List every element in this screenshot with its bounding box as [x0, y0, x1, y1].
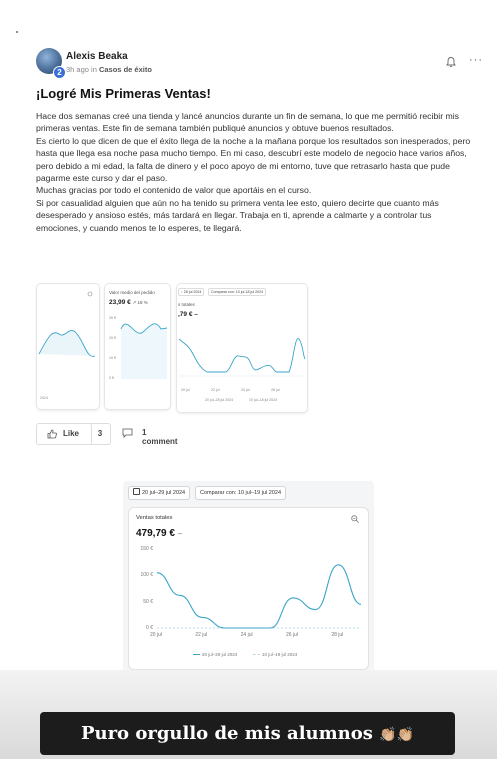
- calendar-icon: [133, 488, 140, 495]
- bell-icon[interactable]: [445, 56, 457, 68]
- like-button[interactable]: [36, 423, 92, 445]
- attachment-thumbnail-3[interactable]: [176, 283, 308, 413]
- level-badge: 2: [53, 66, 66, 79]
- thumbnail-y-tick: 30 €: [109, 316, 116, 320]
- post-body: [36, 110, 476, 234]
- legend-swatch: [193, 654, 200, 655]
- thumbnail-legend: 20 jul–28 jul 2024: [205, 398, 234, 402]
- thumbnail-legend: 10 jul–18 jul 2024: [249, 398, 278, 402]
- thumbnail-x-tick: 2024: [40, 396, 48, 400]
- post-category[interactable]: Casos de éxito: [98, 65, 152, 74]
- comments-link[interactable]: 1 comment: [142, 428, 178, 446]
- post-meta: [66, 65, 152, 74]
- chart-title: Ventas totales: [136, 515, 173, 521]
- post-paragraph: Hace dos semanas creé una tienda y lancé anuncios durante un fin de semana, lo que me permitió recibir mis primeras ventas. Este fin de semana también publiqué anuncios y obtuve buenos resultados.: [36, 111, 460, 134]
- thumbnail-x-tick: 26 jul: [271, 388, 280, 392]
- thumbnail-x-tick: 22 jul: [211, 388, 220, 392]
- legend-current: 20 jul–29 jul 2024: [193, 652, 237, 657]
- post-paragraph: Es cierto lo que dicen de que el éxito llega de la noche a la mañana porque los resultados son inesperados, pero hasta que llega esa noche pasa mucho tiempo. En mi caso, descubrí este modelo de negocio hace varios años, pero debido a mi edad, la falta de dinero y el poco apoyo de mi entorno, tuve que retrasarlo hasta que pude pagarme este curso y dar el paso.: [36, 135, 471, 184]
- thumbnail-value: ,79 € –: [178, 311, 198, 318]
- post-time: 3h ago in: [66, 65, 97, 74]
- sales-chart-screenshot: [123, 481, 374, 674]
- like-label: Like: [63, 429, 80, 438]
- clapping-hands-icon: 👏🏼👏🏼: [379, 727, 415, 743]
- author-name[interactable]: Alexis Beaka: [66, 51, 128, 62]
- thumbnail-title: s totales: [178, 302, 195, 307]
- legend-previous: 10 jul–19 jul 2024: [253, 652, 297, 657]
- thumbs-up-icon: [47, 429, 57, 439]
- thumbnail-chart: [37, 284, 99, 409]
- y-tick: 100 €: [140, 572, 153, 579]
- thumbnail-chart: [105, 284, 170, 409]
- date-range-chip[interactable]: 20 jul–29 jul 2024: [128, 486, 190, 500]
- total-sales-value: 479,79 € –: [136, 528, 183, 539]
- compare-chip[interactable]: Comparar con: 10 jul–19 jul 2024: [195, 486, 286, 500]
- thumbnail-title: Valor medio del pedido: [109, 290, 155, 295]
- x-tick: 20 jul: [150, 632, 162, 638]
- thumbnail-value: 23,99 € ↗ 18 %: [109, 299, 148, 306]
- story-caption: [40, 712, 455, 755]
- x-tick: 24 jul: [240, 632, 253, 638]
- legend-swatch: [253, 654, 260, 655]
- thumbnail-x-tick: 24 jul: [241, 388, 250, 392]
- attachment-thumbnail-1[interactable]: [36, 283, 100, 410]
- status-dot: [16, 31, 18, 33]
- thumbnail-y-tick: 20 €: [109, 336, 116, 340]
- thumbnail-y-tick: 0 €: [109, 376, 114, 380]
- caption-text: Puro orgullo de mis alumnos: [80, 723, 373, 744]
- attachment-thumbnail-2[interactable]: [104, 283, 171, 410]
- y-tick: 0 €: [146, 625, 153, 631]
- thumbnail-date-chip: ↑ 28 jul 2024: [178, 288, 204, 296]
- thumbnail-compare-chip: Comparar con: 10 jul-18 jul 2024: [208, 288, 266, 296]
- post-paragraph: Muchas gracias por todo el contenido de valor que aportáis en el curso.: [36, 185, 312, 196]
- more-options-icon[interactable]: ···: [469, 54, 483, 66]
- x-tick: 22 jul: [195, 632, 208, 638]
- post-title: ¡Logré Mis Primeras Ventas!: [36, 86, 211, 101]
- community-post: [16, 38, 490, 458]
- comment-icon[interactable]: [122, 428, 133, 438]
- like-count[interactable]: 3: [90, 423, 111, 445]
- thumbnail-chart: [177, 284, 307, 412]
- y-tick: 150 €: [140, 546, 153, 552]
- x-tick: 26 jul: [286, 632, 298, 638]
- post-paragraph: Si por casualidad alguien que aún no ha tenido su primera venta lee esto, quiero decirte que cuanto más desesperado y ansioso estés, más tardará en llegar. Trabaja en ti, aprende a calmarte y a controlar tus emociones, y cuando menos te lo esperes, te llegará.: [36, 197, 439, 233]
- series-line-current: [157, 565, 361, 628]
- sales-chart-card: [128, 507, 369, 670]
- x-tick: 28 jul: [331, 632, 344, 638]
- sales-line-chart: [129, 508, 368, 669]
- thumbnail-y-tick: 10 €: [109, 356, 116, 360]
- thumbnail-x-tick: 20 jul: [181, 388, 190, 392]
- y-tick: 50 €: [143, 598, 153, 605]
